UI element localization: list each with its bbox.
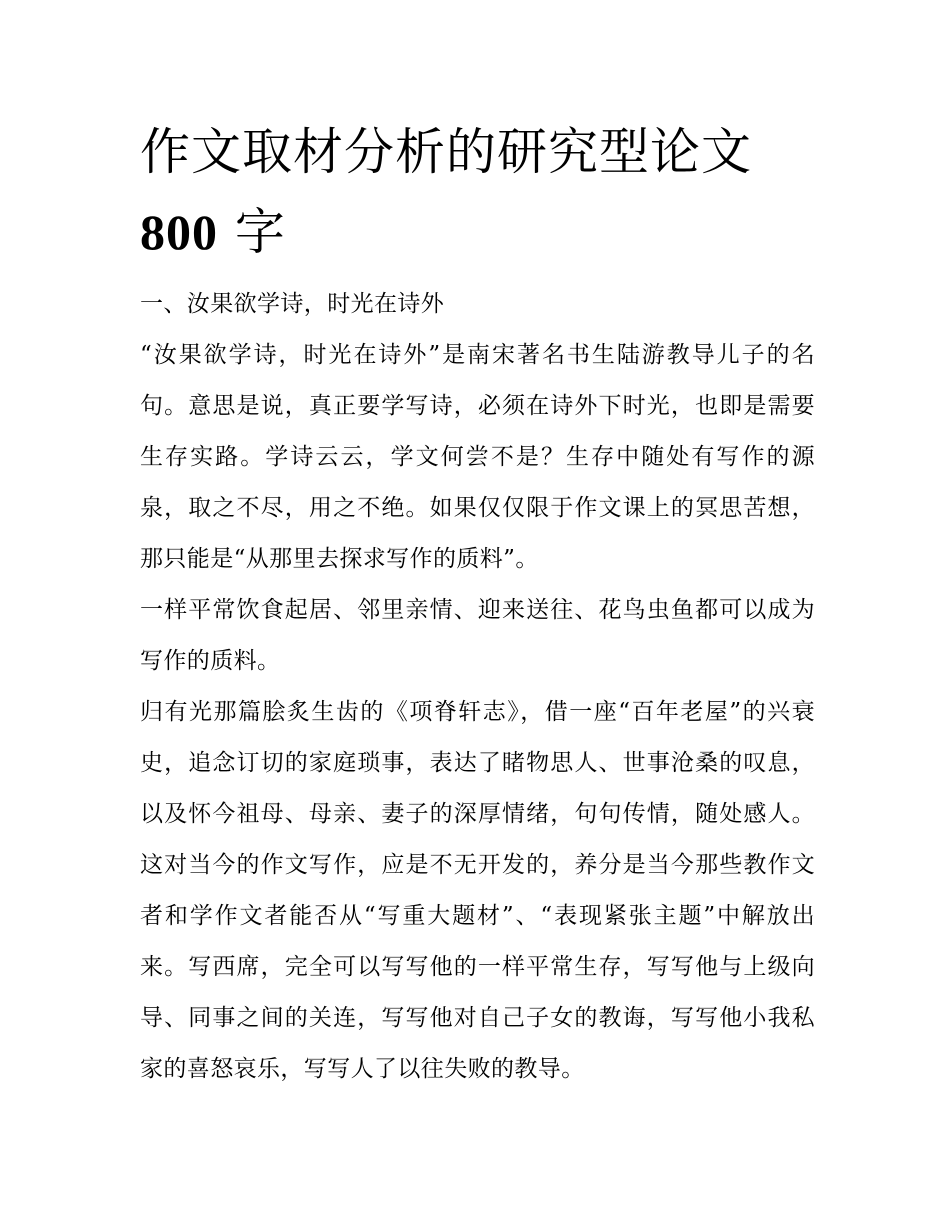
- title-suffix: 字: [234, 203, 286, 261]
- paragraph-2: 一样平常饮食起居、邻里亲情、迎来送往、花鸟虫鱼都可以成为写作的质料。: [140, 597, 815, 674]
- title-number: 800: [140, 204, 218, 260]
- document-title: [140, 112, 840, 272]
- paragraph-1: “汝果欲学诗，时光在诗外”是南宋著名书生陆游教导儿子的名句。意思是说，真正要学写诗，必须在诗外下时光，也即是需要生存实路。学诗云云，学文何尝不是？生存中随处有写作的源泉，取之不尽，用之不绝。如果仅仅限于作文课上的冥思苦想，那只能是“从那里去探求写作的质料”。: [140, 342, 815, 572]
- section-heading: 一、汝果欲学诗，时光在诗外: [140, 291, 445, 317]
- document-body: [140, 279, 815, 1095]
- paragraph-3: 归有光那篇脍炙生齿的《项脊轩志》，借一座“百年老屋”的兴衰史，追念订切的家庭琐事，表达了睹物思人、世事沧桑的叹息，以及怀今祖母、母亲、妻子的深厚情绪，句句传情，随处感人。这对当今的作文写作，应是不无开发的，养分是当今那些教作文者和学作文者能否从“写重大题材”、“表现紧张主题”中解放出来。写西席，完全可以写写他的一样平常生存，写写他与上级向导、同事之间的关连，写写他对自己子女的教诲，写写他小我私家的喜怒哀乐，写写人了以往失败的教导。: [140, 699, 815, 1082]
- title-main: 作文取材分析的研究型论文: [140, 123, 752, 181]
